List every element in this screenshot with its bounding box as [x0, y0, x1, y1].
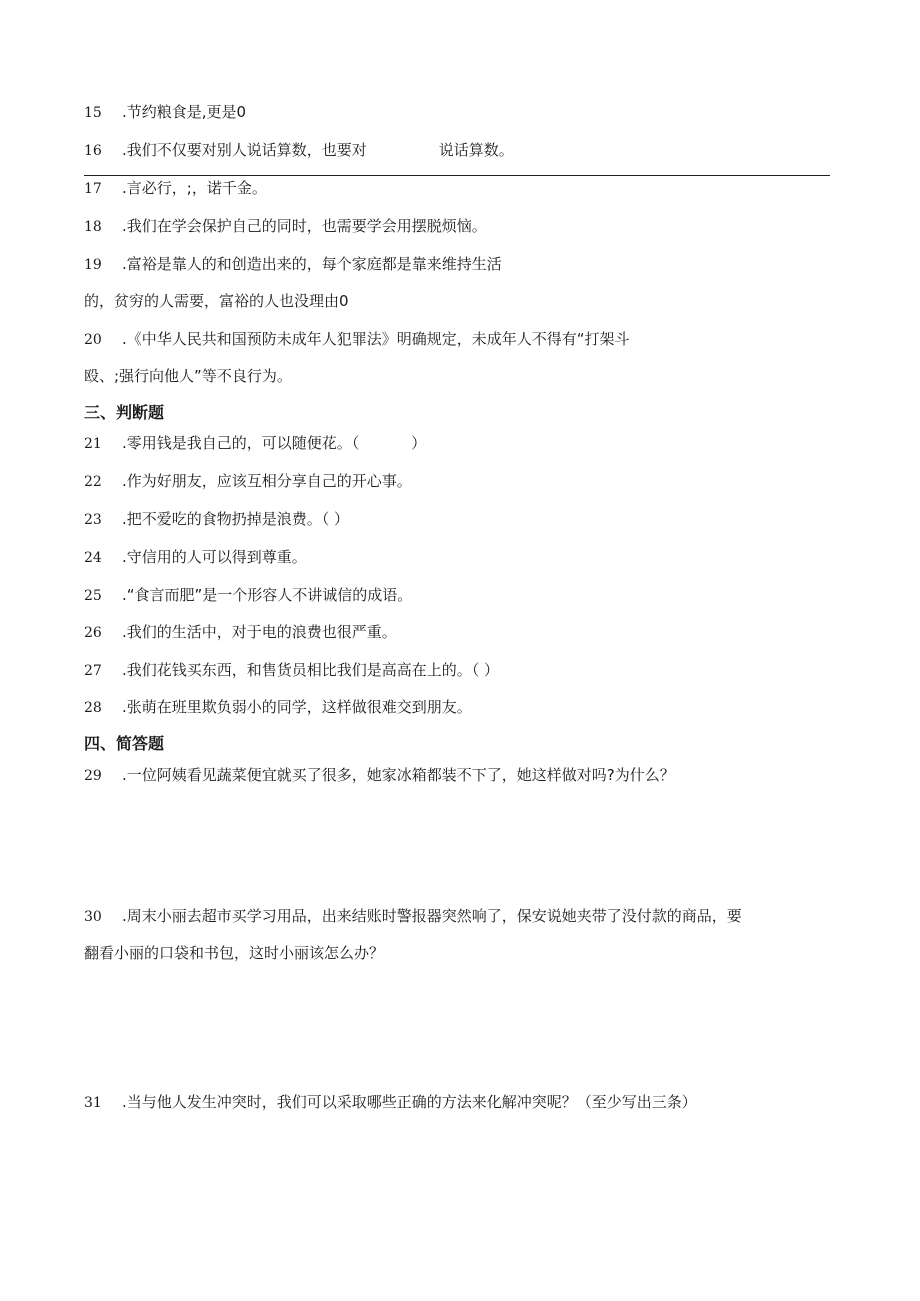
question-number: 18: [84, 219, 102, 235]
question-number: 22: [84, 474, 102, 490]
question-number: 25: [84, 588, 102, 604]
question-20: [84, 329, 630, 350]
question-text: .我们花钱买东西，和售货员相比我们是高高在上的。（ ）: [122, 661, 500, 679]
divider-rule: [84, 175, 830, 176]
section-heading-judgment: 三、判断题: [84, 403, 165, 422]
question-number: 19: [84, 257, 102, 273]
question-text: .富裕是靠人的和创造出来的，每个家庭都是靠来维持生活: [122, 255, 502, 273]
question-text: .《中华人民共和国预防未成年人犯罪法》明确规定，未成年人不得有“打架斗: [122, 330, 630, 348]
question-text: .我们的生活中，对于电的浪费也很严重。: [122, 623, 397, 641]
question-text: .周末小丽去超市买学习用品，出来结账时警报器突然响了，保安说她夹带了没付款的商品，要: [122, 907, 742, 925]
question-29: [84, 765, 675, 786]
question-30-continued: [84, 943, 384, 963]
question-text: .作为好朋友，应该互相分享自己的开心事。: [122, 472, 412, 490]
question-text-tail: 说话算数。: [438, 141, 514, 159]
question-number: 17: [84, 181, 102, 197]
question-20-continued: [84, 366, 292, 386]
question-19-continued: [84, 291, 349, 311]
question-number: 23: [84, 512, 102, 528]
question-number: 24: [84, 550, 102, 566]
question-text: .守信用的人可以得到尊重。: [122, 548, 307, 566]
question-31: [84, 1092, 697, 1113]
question-text-continued: 殴、;强行向他人”等不良行为。: [84, 367, 292, 385]
question-number: 20: [84, 332, 102, 348]
question-text: .“食言而肥”是一个形容人不讲诚信的成语。: [122, 586, 413, 604]
question-15: [84, 102, 246, 123]
section-heading-short-answer: 四、简答题: [84, 734, 165, 753]
question-19: [84, 254, 502, 275]
question-30: [84, 906, 742, 927]
question-text-continued: 的，贫穷的人需要，富裕的人也没理由0: [84, 292, 349, 310]
question-16: [84, 140, 514, 161]
question-number: 28: [84, 700, 102, 716]
question-number: 16: [84, 143, 102, 159]
question-number: 15: [84, 105, 102, 121]
question-number: 27: [84, 663, 102, 679]
question-text: .张萌在班里欺负弱小的同学，这样做很难交到朋友。: [122, 698, 472, 716]
question-text: .当与他人发生冲突时，我们可以采取哪些正确的方法来化解冲突呢？（至少写出三条）: [122, 1093, 697, 1111]
question-23: [84, 509, 349, 530]
question-text-continued: 翻看小丽的口袋和书包，这时小丽该怎么办？: [84, 944, 385, 962]
question-number: 26: [84, 625, 102, 641]
question-24: [84, 547, 307, 568]
question-text: .节约粮食是,更是0: [122, 103, 247, 121]
question-26: [84, 622, 397, 643]
question-number: 29: [84, 768, 102, 784]
question-number: 21: [84, 436, 102, 452]
question-text: .我们在学会保护自己的同时，也需要学会用摆脱烦恼。: [122, 217, 487, 235]
bracket-close: ）: [411, 434, 427, 452]
question-25: [84, 585, 412, 606]
question-text: .言必行，;，诺千金。: [122, 179, 267, 197]
question-22: [84, 471, 412, 492]
question-27: [84, 660, 499, 681]
question-text: .我们不仅要对别人说话算数，也要对: [122, 141, 367, 159]
question-text: .零用钱是我自己的，可以随便花。（: [122, 434, 360, 452]
question-18: [84, 216, 487, 237]
question-number: 31: [84, 1095, 102, 1111]
question-text: .把不爱吃的食物扔掉是浪费。（ ）: [122, 510, 350, 528]
question-text: .一位阿姨看见蔬菜便宜就买了很多，她家冰箱都装不下了，她这样做对吗?为什么？: [122, 766, 675, 784]
question-21: [84, 433, 426, 454]
question-28: [84, 697, 472, 718]
question-number: 30: [84, 909, 102, 925]
question-17: [84, 178, 267, 199]
